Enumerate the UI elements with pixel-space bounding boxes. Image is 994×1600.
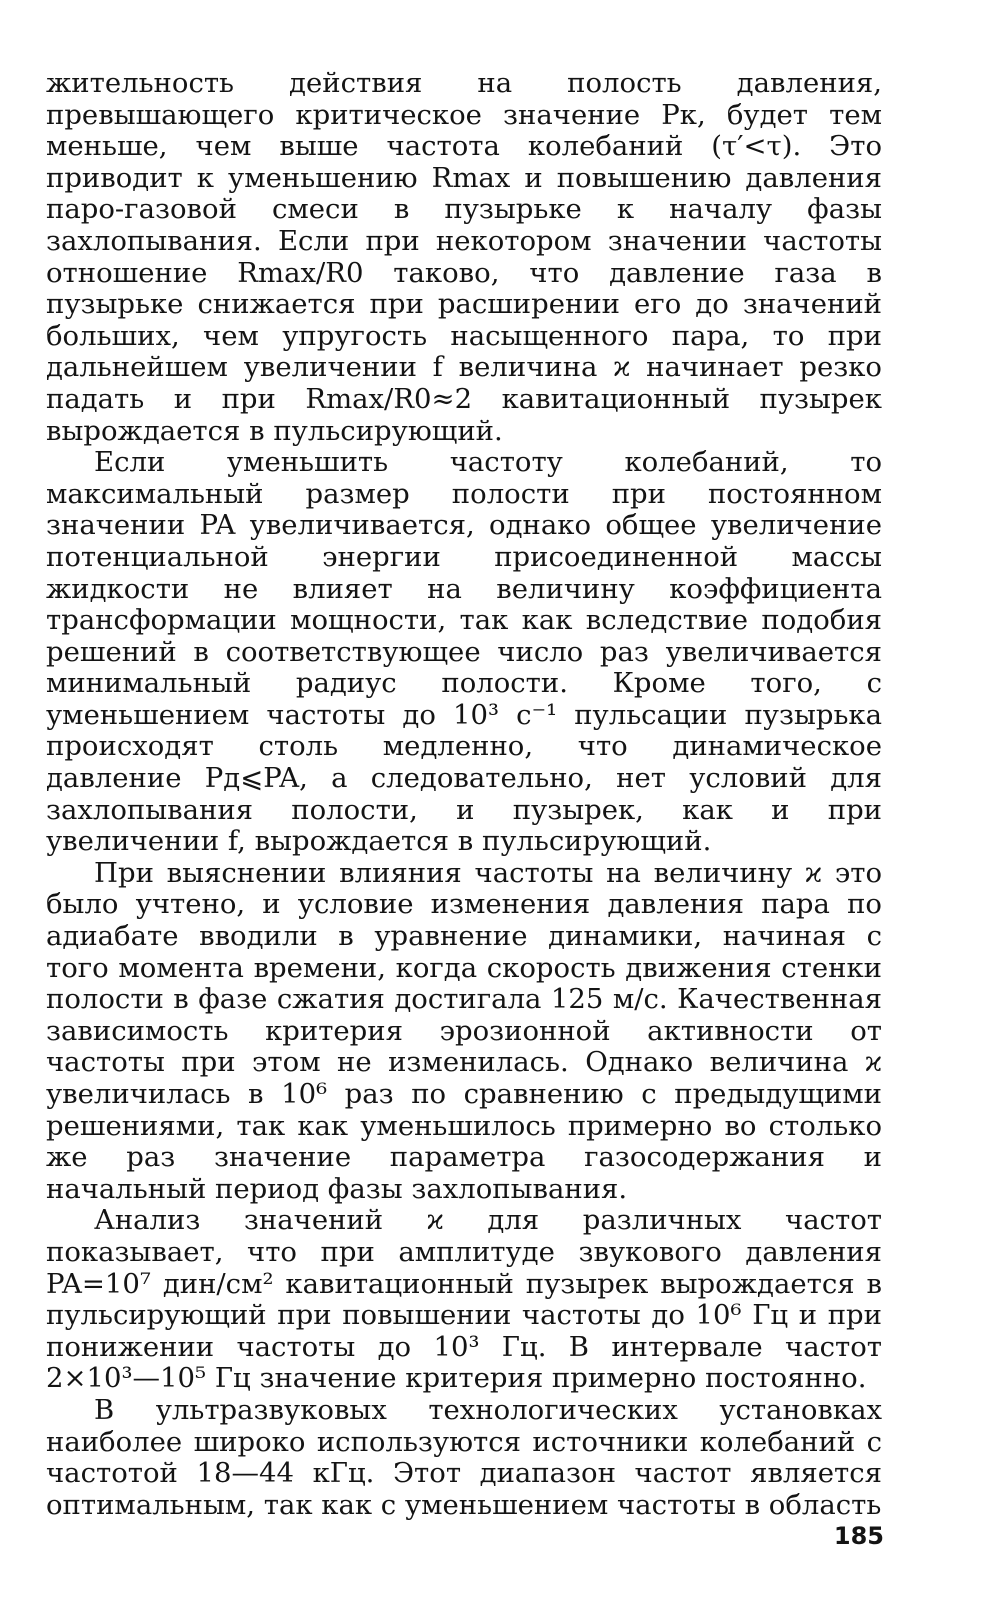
page-body — [46, 68, 882, 1521]
paragraph-3: При выяснении влияния частоты на величину ϰ это было учтено, и условие изменения давления пара по адиабате вводили в уравнение динамики, начиная с того момента времени, когда скорость движения стенки полости в фазе сжатия достигала 125 м/с. Качественная зависимость критерия эрозионной активности от частоты при этом не изменилась. Однако величина ϰ увеличилась в 10⁶ раз по сравнению с предыдущими решениями, так как уменьшилось примерно во столько же раз значение параметра газосодержания и начальный период фазы захлопывания. — [46, 856, 882, 1205]
paragraph-2: Если уменьшить частоту колебаний, то максимальный размер полости при постоянном значении PA увеличивается, однако общее увеличение потенциальной энергии присоединенной массы жидкости не влияет на величину коэффициента трансформации мощности, так как вследствие подобия решений в соответствующее число раз увеличивается минимальный радиус полости. Кроме того, с уменьшением частоты до 10³ с⁻¹ пульсации пузырька происходят столь медленно, что динамическое давление Pд⩽PA, а следовательно, нет условий для захлопывания полости, и пузырек, как и при увеличении f, вырождается в пульсирующий. — [46, 446, 882, 858]
paragraph-1: жительность действия на полость давления, превышающего критическое значение Pк, будет тем меньше, чем выше частота колебаний (τ′<τ). Это приводит к уменьшению Rmax и повышению давления паро-газовой смеси в пузырьке к началу фазы захлопывания. Если при некотором значении частоты отношение Rmax/R0 таково, что давление газа в пузырьке снижается при расширении его до значений больших, чем упругость насыщенного пара, то при дальнейшем увеличении f величина ϰ начинает резко падать и при Rmax/R0≈2 кавитационный пузырек вырождается в пульсирующий. — [46, 67, 882, 447]
page-number: 185 — [833, 1522, 884, 1550]
paragraph-4: Анализ значений ϰ для различных частот показывает, что при амплитуде звукового давления PA=10⁷ дин/см² кавитационный пузырек вырождается в пульсирующий при повышении частоты до 10⁶ Гц и при понижении частоты до 10³ Гц. В интервале частот 2×10³—10⁵ Гц значение критерия примерно постоянно. — [46, 1204, 882, 1395]
paragraph-5: В ультразвуковых технологических установках наиболее широко используются источники колебаний с частотой 18—44 кГц. Этот диапазон частот является оптимальным, так как с уменьшением частоты в область — [46, 1393, 882, 1521]
